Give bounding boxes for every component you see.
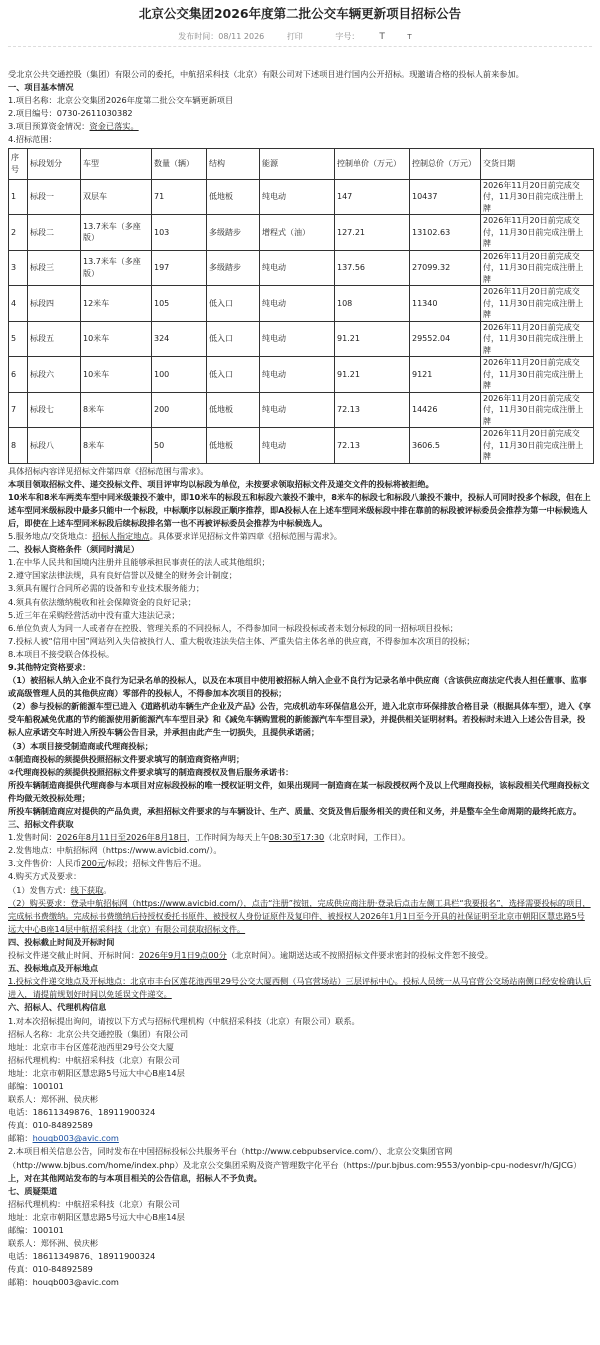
sale-location: 2.发售地点：中航招标网（https://www.avicbid.com/）。: [8, 845, 222, 856]
table-cell: 8米车: [81, 428, 152, 464]
special-req-title: 9.其他特定资格要求：: [8, 661, 91, 672]
qualification-item: 7.投标人被“信用中国”网站列入失信被执行人、重大税收违法失信主体、严重失信主体名单的供应商，不得参加本次项目的投标；: [8, 635, 475, 646]
announcement-body: [0, 47, 600, 1289]
table-cell: 13.7米车（多座版）: [81, 250, 152, 286]
font-small-button[interactable]: T: [407, 33, 412, 41]
table-row: [9, 321, 594, 357]
font-size-control: 字号： T T: [335, 32, 412, 42]
table-cell: 324: [152, 321, 207, 357]
table-cell: 91.21: [335, 321, 410, 357]
agent-zip: 邮编：100101: [8, 1080, 64, 1091]
agent-fax: 传真：010-84892589: [8, 1120, 93, 1131]
complaint-address: 地址：北京市朝阳区慧忠路5号远大中心B座14层: [8, 1211, 185, 1222]
table-cell: 13.7米车（多座版）: [81, 215, 152, 251]
table-cell: 108: [335, 286, 410, 322]
table-cell: 纯电动: [260, 250, 335, 286]
table-cell: 100: [152, 357, 207, 393]
special-req-2: （2）参与投标的新能源车型已进入《道路机动车辆生产企业及产品》公告，完成机动车环保信息公开，进入北京市环保排放合格目录（根据具体车型），进入《享受车船税减免优惠的节约能源使用新能源汽车车型目录》和《减免车辆购置税的新能源汽车车型目录》，并提供相关证明材料。若投标时未进入上述公告目录，投标人应承诺交车时进入所投车辆公告目录，并承担由此产生一切损失，且提供承诺函；: [8, 701, 591, 738]
qualification-list: [8, 556, 592, 661]
print-link[interactable]: 打印: [286, 32, 303, 41]
qualification-item: 6.单位负责人为同一人或者存在控股、管理关系的不同投标人，不得参加同一标段投标或者未划分标段的同一招标项目投标；: [8, 622, 458, 633]
email-link[interactable]: houqb003@avic.com: [32, 1133, 119, 1144]
table-cell: 低地板: [207, 392, 260, 428]
agent-name: 招标代理机构：中航招采科技（北京）有限公司: [8, 1054, 180, 1065]
lots-table: [8, 148, 594, 464]
table-cell: 105: [152, 286, 207, 322]
table-cell: 标段一: [28, 179, 81, 215]
table-cell: 2026年11月20日前完成交付，11月30日前完成注册上牌: [481, 179, 594, 215]
table-cell: 标段四: [28, 286, 81, 322]
table-cell: 50: [152, 428, 207, 464]
table-cell: 72.13: [335, 428, 410, 464]
table-cell: 双层车: [81, 179, 152, 215]
qualification-item: 2.遵守国家法律法规，具有良好信誉以及健全的财务会计制度；: [8, 570, 237, 581]
delivery-location: 5.服务地点/交货地点：招标人指定地点。具体要求详见招标文件第四章《招标范围与需求》。: [8, 531, 342, 542]
table-row: [9, 357, 594, 393]
document-price: 3.文件售价：人民币200元/标段；招标文件售后不退。: [8, 858, 207, 869]
col-header: 控制总价（万元）: [410, 148, 481, 179]
col-header: 能源: [260, 148, 335, 179]
table-cell: 纯电动: [260, 357, 335, 393]
table-cell: 197: [152, 250, 207, 286]
sale-time: 1.发售时间：2026年8月11日至2026年8月18日，工作时间为每天上午08:30至17:30（北京时间，工作日）。: [8, 832, 411, 843]
table-cell: 71: [152, 179, 207, 215]
table-cell: 2026年11月20日前完成交付，11月30日前完成注册上牌: [481, 392, 594, 428]
table-cell: 200: [152, 392, 207, 428]
special-req-1: （1）被招标人纳入企业不良行为记录名单的投标人，以及在本项目中使用被招标人纳入企业不良行为记录名单中供应商（含该供应商法定代表人担任董事、监事或高级管理人员的其他供应商）零部件的投标人，不得参加本次项目的投标；: [8, 675, 587, 699]
table-cell: 4: [9, 286, 28, 322]
project-budget: 3.项目预算资金情况：资金已落实。: [8, 121, 139, 132]
table-cell: 纯电动: [260, 392, 335, 428]
table-cell: 2026年11月20日前完成交付，11月30日前完成注册上牌: [481, 286, 594, 322]
table-cell: 7: [9, 392, 28, 428]
col-header: 标段划分: [28, 148, 81, 179]
table-cell: 2026年11月20日前完成交付，11月30日前完成注册上牌: [481, 215, 594, 251]
col-header: 控制单价（万元）: [335, 148, 410, 179]
tenderer-name: 招标人名称：北京公共交通控股（集团）有限公司: [8, 1028, 189, 1039]
special-req-3a: ①制造商投标的须提供投照招标文件要求填写的制造商资格声明；: [8, 753, 245, 764]
table-cell: 103: [152, 215, 207, 251]
complaint-zip: 邮编：100101: [8, 1225, 64, 1235]
bid-location: 1.投标文件递交地点及开标地点：北京市丰台区莲花池西里29号公交大厦西侧（马官营场站）三层评标中心。投标人员统一从马官营公交场站南侧口经安检确认后进入，请提前规划好时间以免延误文件递交。: [8, 976, 592, 1000]
qualification-item: 4.须具有依法缴纳税收和社会保障资金的良好记录；: [8, 596, 196, 607]
qualification-item: 1.在中华人民共和国境内注册并且能够承担民事责任的法人或其他组织；: [8, 557, 270, 568]
table-cell: 91.21: [335, 357, 410, 393]
complaint-agent: 招标代理机构：中航招采科技（北京）有限公司: [8, 1198, 180, 1209]
table-row: [9, 286, 594, 322]
table-cell: 3: [9, 250, 28, 286]
qualification-item: 5.近三年在采购经营活动中没有重大违法记录；: [8, 609, 180, 620]
award-rule: 10米车和8米车两类车型中同米级兼投不兼中，即10米车的标段五和标段六兼投不兼中，8米车的标段七和标段八兼投不兼中，投标人可同时投多个标段，但在上述车型同米级标段中最多只能中一个标段，中标顺序以标段正顺序推荐，即A投标人在上述车型同米级标段中排在靠前的标段被评标委员会推荐为第一中标候选人后，即使在上述车型同米标段后续标段排名第一也不再被评标委员会推荐为中标候选人。: [8, 491, 591, 528]
table-cell: 10437: [410, 179, 481, 215]
section-4-title: 四、投标截止时间及开标时间: [8, 936, 115, 947]
table-row: [9, 215, 594, 251]
table-cell: 2: [9, 215, 28, 251]
table-cell: 低入口: [207, 286, 260, 322]
lot-unit-rule: 本项目领取招标文件、递交投标文件、项目评审均以标段为单位，未按要求领取招标文件及递交文件的投标将被拒绝。: [8, 478, 434, 489]
table-cell: 低地板: [207, 428, 260, 464]
complaint-mail: 邮箱：houqb003@avic.com: [8, 1277, 119, 1288]
section-2-title: 二、投标人资格条件（须同时满足）: [8, 544, 140, 555]
intro-text: 受北京公共交通控股（集团）有限公司的委托，中航招采科技（北京）有限公司对下述项目进行国内公开招标。现邀请合格的投标人前来参加。: [8, 69, 524, 79]
agent-tel: 电话：18611349876、18911900324: [8, 1107, 156, 1118]
table-cell: 多级踏步: [207, 250, 260, 286]
special-req-3d: 所投车辆制造商应对提供的产品负责，承担招标文件要求的与车辆设计、生产、质量、交货及售后服务相关的责任和义务，并是整车全生命周期的最终托底方。: [8, 806, 582, 816]
inquiry-note: 1.对本次招标提出询问，请按以下方式与招标代理机构（中航招采科技（北京）有限公司）联系。: [8, 1015, 360, 1026]
table-cell: 10米车: [81, 321, 152, 357]
table-cell: 127.21: [335, 215, 410, 251]
table-cell: 10米车: [81, 357, 152, 393]
qualification-item: 8.本项目不接受联合体投标。: [8, 648, 115, 659]
table-cell: 2026年11月20日前完成交付，11月30日前完成注册上牌: [481, 357, 594, 393]
table-cell: 6: [9, 357, 28, 393]
table-cell: 纯电动: [260, 179, 335, 215]
section-1-title: 一、项目基本情况: [8, 82, 74, 93]
complaint-fax: 传真：010-84892589: [8, 1264, 93, 1275]
meta-bar: [8, 28, 592, 47]
col-header: 数量（辆）: [152, 148, 207, 179]
purchase-requirements: （2）购买要求：登录中航招标网（https://www.avicbid.com/），点击“注册”按钮，完成供应商注册·登录后点击左侧工具栏“我要报名”，选择需要投标的项目，完成标书费缴纳。完成标书费缴纳后持授权委托书原件、被授权人身份证原件及复印件、被授权人2026年1月1日至今开具的社保证明至北京市朝阳区慧忠路5号远大中心B座14层中航招采科技（北京）有限公司获取招标文件。: [8, 897, 591, 934]
table-cell: 2026年11月20日前完成交付，11月30日前完成注册上牌: [481, 321, 594, 357]
publish-time: 发布时间：08/11 2026: [178, 32, 265, 41]
col-header: 车型: [81, 148, 152, 179]
table-cell: 标段二: [28, 215, 81, 251]
table-cell: 低入口: [207, 357, 260, 393]
table-cell: 1: [9, 179, 28, 215]
agent-contact: 联系人：郑怀洲、侯庆彬: [8, 1094, 99, 1105]
table-cell: 标段七: [28, 392, 81, 428]
special-req-3: （3）本项目接受制造商或代理商投标；: [8, 740, 153, 751]
table-row: [9, 250, 594, 286]
table-cell: 8米车: [81, 392, 152, 428]
table-cell: 标段三: [28, 250, 81, 286]
page-title: 北京公交集团2026年度第二批公交车辆更新项目招标公告: [138, 6, 462, 21]
table-cell: 标段五: [28, 321, 81, 357]
table-cell: 72.13: [335, 392, 410, 428]
col-header: 结构: [207, 148, 260, 179]
table-cell: 13102.63: [410, 215, 481, 251]
table-cell: 增程式（油）: [260, 215, 335, 251]
table-row: [9, 392, 594, 428]
deadline: 投标文件递交截止时间、开标时间：2026年9月1日9点00分（北京时间）。逾期送达或不按照招标文件要求密封的投标文件恕不接受。: [8, 950, 493, 961]
table-cell: 137.56: [335, 250, 410, 286]
scope-note: 具体招标内容详见招标文件第四章《招标范围与需求》。: [8, 465, 209, 476]
table-cell: 纯电动: [260, 321, 335, 357]
table-cell: 标段六: [28, 357, 81, 393]
table-cell: 低入口: [207, 321, 260, 357]
table-cell: 5: [9, 321, 28, 357]
sale-mode: （1）发售方式：线下获取。: [8, 884, 112, 895]
table-cell: 纯电动: [260, 286, 335, 322]
tenderer-address: 地址：北京市丰台区莲花池西里29号公交大厦: [8, 1041, 174, 1052]
agent-address: 地址：北京市朝阳区慧忠路5号远大中心B座14层: [8, 1067, 185, 1078]
project-number: 2.项目编号：0730-2611030382: [8, 108, 133, 119]
table-row: [9, 428, 594, 464]
agent-mail: 邮箱：houqb003@avic.com: [8, 1133, 119, 1144]
col-header: 交货日期: [481, 148, 594, 179]
table-header-row: [9, 148, 594, 179]
table-cell: 29552.04: [410, 321, 481, 357]
table-cell: 147: [335, 179, 410, 215]
table-cell: 2026年11月20日前完成交付，11月30日前完成注册上牌: [481, 250, 594, 286]
table-cell: 11340: [410, 286, 481, 322]
publication-platforms: 2.本项目相关信息公告，同时发布在中国招标投标公共服务平台（http://www.cebpubservice.com/）、北京公交集团官网（http://www.bjbus.com/home/index.php）及北京公交集团采购及资产管理数字化平台（https://pur.bjbus.com:9553/yonbip-cpu-nodesvr/h/GJCG）: [8, 1146, 582, 1170]
publication-disclaimer: 上，对在其他网站发布的与本项目相关的公告信息，招标人不予负责。: [8, 1172, 262, 1183]
table-cell: 8: [9, 428, 28, 464]
project-name: 1.项目名称：北京公交集团2026年度第二批公交车辆更新项目: [8, 95, 234, 106]
section-6-title: 六、招标人、代理机构信息: [8, 1002, 107, 1013]
table-cell: 低地板: [207, 179, 260, 215]
complaint-contact: 联系人：郑怀洲、侯庆彬: [8, 1238, 99, 1249]
table-cell: 2026年11月20日前完成交付，11月30日前完成注册上牌: [481, 428, 594, 464]
table-cell: 14426: [410, 392, 481, 428]
col-header: 序号: [9, 148, 28, 179]
section-3-title: 三、招标文件获取: [8, 819, 74, 830]
special-req-3c: 所投车辆制造商提供代理商参与本项目对应标段投标的唯一授权证明文件，如果出现同一制造商在某一标段授权两个及以上代理商投标，该标段相关代理商投标文件均做无效投标处理；: [8, 779, 590, 803]
table-cell: 纯电动: [260, 428, 335, 464]
tender-scope: 4.招标范围：: [8, 134, 57, 145]
table-cell: 3606.5: [410, 428, 481, 464]
table-cell: 标段八: [28, 428, 81, 464]
table-cell: 27099.32: [410, 250, 481, 286]
table-row: [9, 179, 594, 215]
section-5-title: 五、投标地点及开标地点: [8, 963, 99, 974]
table-cell: 12米车: [81, 286, 152, 322]
special-req-3b: ②代理商投标的须提供投照招标文件要求填写的制造商授权及售后服务承诺书：: [8, 766, 294, 777]
purchase-method: 4.购买方式及要求：: [8, 871, 82, 882]
table-cell: 多级踏步: [207, 215, 260, 251]
table-cell: 9121: [410, 357, 481, 393]
qualification-item: 3.须具有履行合同所必需的设备和专业技术服务能力；: [8, 583, 205, 594]
complaint-tel: 电话：18611349876、18911900324: [8, 1251, 156, 1262]
section-7-title: 七、质疑渠道: [8, 1185, 58, 1196]
font-large-button[interactable]: T: [379, 32, 385, 42]
